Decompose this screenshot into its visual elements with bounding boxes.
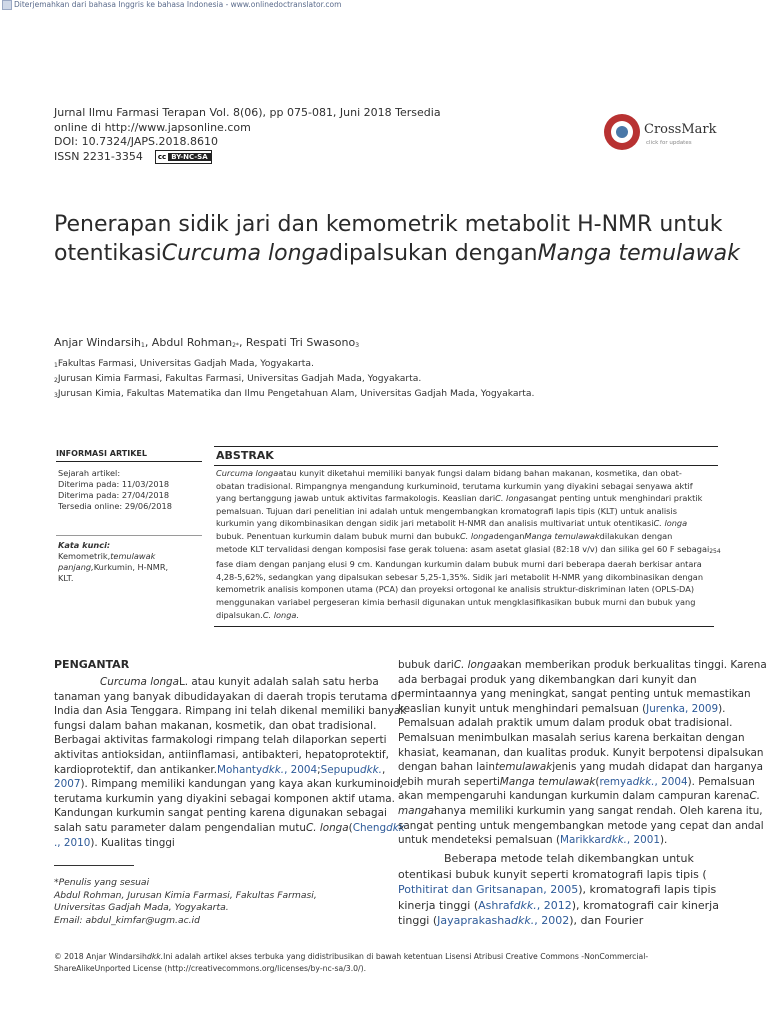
citation-sepupu[interactable]: Sepupudkk. [320, 763, 382, 776]
title-line-2: otentikasiCurcuma longadipalsukan denganManga temulawak [54, 241, 740, 266]
crossmark-button[interactable] [604, 114, 734, 154]
paper-title [54, 210, 740, 268]
affiliation-3: $_3$Jurusan Kimia, Fakultas Matematika dan Ilmu Pengetahuan Alam, Universitas Gadjah Mada, Yogyakarta. [54, 388, 535, 399]
affiliation-1: $_1$Fakultas Farmasi, Universitas Gadjah Mada, Yogyakarta. [54, 358, 314, 369]
corresponding-author-footnote: *Penulis yang sesuai Abdul Rohman, Jurusan Kimia Farmasi, Fakultas Farmasi, Universitas Gadjah Mada, Yogyakarta. Email: abdul_kimfar@ugm.ac.id [54, 877, 317, 926]
citation-sepupu-year[interactable]: 2007 [54, 778, 81, 791]
author-email[interactable]: Email: abdul_kimfar@ugm.ac.id [54, 914, 200, 926]
license-url[interactable]: ShareAlikeUnported License (http://creativecommons.org/licenses/by-nc-sa/3.0/). [54, 964, 367, 973]
translator-banner[interactable] [2, 0, 341, 10]
copyright-notice: © 2018 Anjar Windarsihdkk.Ini adalah artikel akses terbuka yang didistribusikan di bawah ketentuan Lisensi Atribusi Creative Commons -NonCommercial- ShareAlikeUnported License (http://creativecommons.org/licenses/by-nc-sa/3.0/). [54, 951, 734, 975]
article-history: Sejarah artikel: Diterima pada: 11/03/2018 Diterima pada: 27/04/2018 Tersedia online: 29/06/2018 [58, 468, 172, 511]
keywords: Kata kunci: Kemometrik,temulawak panjang,Kurkumin, H-NMR, KLT. [58, 540, 169, 583]
author-list: Anjar Windarsih$_1$, Abdul Rohman$_{2*}$, Respati Tri Swasono$_3$ [54, 336, 360, 349]
cc-badge-right: BY-NC-SA [168, 153, 210, 161]
title-line-1: Penerapan sidik jari dan kemometrik metabolit H-NMR untuk [54, 212, 723, 237]
intro-left-column: Curcuma longaL. atau kunyit adalah salah satu herba tanaman yang banyak dibudidayakan di daerah tropis terutama di India dan Asia Tenggara. Rimpang ini telah dikenal memiliki banyak fungsi dalam bahan makanan, kosmetik, dan obat tradisional. Berbagai aktivitas farmakologi rimpang telah dilaporkan seperti aktivitas antioksidan, antiinflamasi, antibakteri, hepatoprotektif, kardioprotektif, dan antikanker.Mohantydkk., 2004;Sepupudkk., 2007). Rimpang memiliki kandungan yang kaya akan kurkuminoid, terutama kurkumin yang diyakini sebagai komponen aktif utama. Kandungan kurkumin sangat penting karena digunakan sebagai salah satu parameter dalam pengendalian mutuC. longa(Chengdkk ., 2010). Kualitas tinggi [54, 676, 407, 849]
abstract-bottom-rule [214, 626, 714, 627]
abstract-text: Curcuma longaatau kunyit diketahui memiliki banyak fungsi dalam bidang bahan makanan, kosmetika, dan obat- obatan tradisional. Rimpangnya mengandung kurkuminoid, terutama kurkumin yang diyakini sebagai senyawa aktif yang bertanggung jawab untuk aktivitas farmakologis. Keaslian dariC. longasangat penting untuk menghindari praktik pemalsuan. Tujuan dari penelitian ini adalah untuk mengembangkan kromatografi lapis tipis (KLT) untuk analisis kurkumin yang dikombinasikan dengan sidik jari metabolit H-NMR dan analisis multivariat untuk otentikasiC. longa bubuk. Penentuan kurkumin dalam bubuk murni dan bubukC. longadenganManga temulawakdilakukan dengan metode KLT tervalidasi dengan komposisi fase gerak toluena: asam asetat glasial (82:18 v/v) dan silika gel 60 F sebagai$_{254}$ fase diam dengan panjang elusi 9 cm. Kandungan kurkumin dalam bubuk murni dari beberapa daerah berkisar antara 4,28-5,62%, sedangkan yang dipalsukan sebesar 5,25-1,35%. Sidik jari metabolit H-NMR yang dikombinasikan dengan kemometrik analisis komponen utama (PCA) dan proyeksi ortogonal ke analisis struktur-diskriminan laten (OPLS-DA) menggunakan variabel pergeseran kimia berhasil digunakan untuk mengklasifikasikan bubuk murni dan bubuk yang dipalsukan.C. longa. [216, 468, 721, 620]
journal-line-1: Jurnal Ilmu Farmasi Terapan Vol. 8(06), pp 075-081, Juni 2018 Tersedia [54, 106, 441, 119]
citation-remya[interactable]: remyadkk., 2004 [599, 775, 688, 788]
citation-jayaprakasha[interactable]: Jayaprakashadkk., 2002 [437, 914, 570, 927]
citation-jurenka[interactable]: Jurenka, 2009 [646, 702, 719, 715]
journal-doi: DOI: 10.7324/JAPS.2018.8610 [54, 135, 218, 148]
journal-issn-row [54, 150, 474, 165]
keywords-heading: Kata kunci: [58, 540, 111, 550]
translator-banner-text: Diterjemahkan dari bahasa Inggris ke bahasa Indonesia - www.onlinedoctranslator.com [14, 0, 342, 9]
cc-license-badge[interactable] [155, 150, 212, 164]
info-divider [56, 535, 202, 536]
journal-issn: ISSN 2231-3354 [54, 149, 143, 163]
footnote-divider [54, 865, 134, 866]
article-info-heading: INFORMASI ARTIKEL [56, 449, 202, 462]
citation-marikkar[interactable]: Marikkardkk., 2001 [560, 834, 660, 847]
citation-cheng[interactable]: Chengdkk [352, 821, 405, 834]
journal-line-2[interactable]: online di http://www.japsonline.com [54, 120, 251, 134]
intro-right-paragraph-2: Beberapa metode telah dikembangkan untuk otentikasi bubuk kunyit seperti kromatografi lapis tipis ( Pothitirat dan Gritsanapan, 2005), kromatografi lapis tipis kinerja tinggi (Ashrafdkk., 2012), kromatografi cair kinerja tinggi (Jayaprakashadkk., 2002), dan Fourier [398, 852, 719, 927]
cc-badge-left: cc [157, 152, 167, 161]
crossmark-label: CrossMark [644, 122, 717, 137]
citation-pothitirat[interactable]: Pothitirat dan Gritsanapan, 2005 [398, 883, 579, 896]
crossmark-icon [604, 114, 640, 150]
section-heading-pengantar: PENGANTAR [54, 658, 130, 671]
translator-logo-icon [2, 0, 12, 10]
journal-info [54, 106, 474, 164]
abstract-heading: ABSTRAK [214, 446, 718, 466]
affiliations [54, 357, 534, 402]
affiliation-2: $_2$Jurusan Kimia Farmasi, Fakultas Farmasi, Universitas Gadjah Mada, Yogyakarta. [54, 373, 422, 384]
citation-cheng-year[interactable]: ., 2010 [54, 836, 91, 849]
intro-right-column: bubuk dariC. longaakan memberikan produk berkualitas tinggi. Karena ada berbagai produk yang dikembangkan dari kunyit dan permintaannya yang meningkat, sangat penting untuk memastikan keaslian kunyit untuk menghindari pemalsuan (Jurenka, 2009). Pemalsuan adalah praktik umum dalam produk obat tradisional. Pemalsuan menimbulkan masalah serius karena berkaitan dengan khasiat, keamanan, dan kualitas produk. Kunyit berpotensi dipalsukan dengan bahan laintemulawakjenis yang mudah didapat dan harganya lebih murah sepertiManga temulawak(remyadkk., 2004). Pemalsuan akan mempengaruhi kandungan kurkumin dalam campuran karenaC. mangahanya memiliki kurkumin yang sangat rendah. Oleh karena itu, sangat penting untuk mengembangkan metode yang cepat dan andal untuk mendeteksi pemalsuan (Marikkardkk., 2001). [398, 659, 767, 847]
citation-ashraf[interactable]: Ashrafdkk., 2012 [478, 898, 572, 912]
crossmark-sub: click for updates [646, 140, 692, 146]
citation-mohanty[interactable]: Mohantydkk., 2004 [217, 763, 318, 776]
